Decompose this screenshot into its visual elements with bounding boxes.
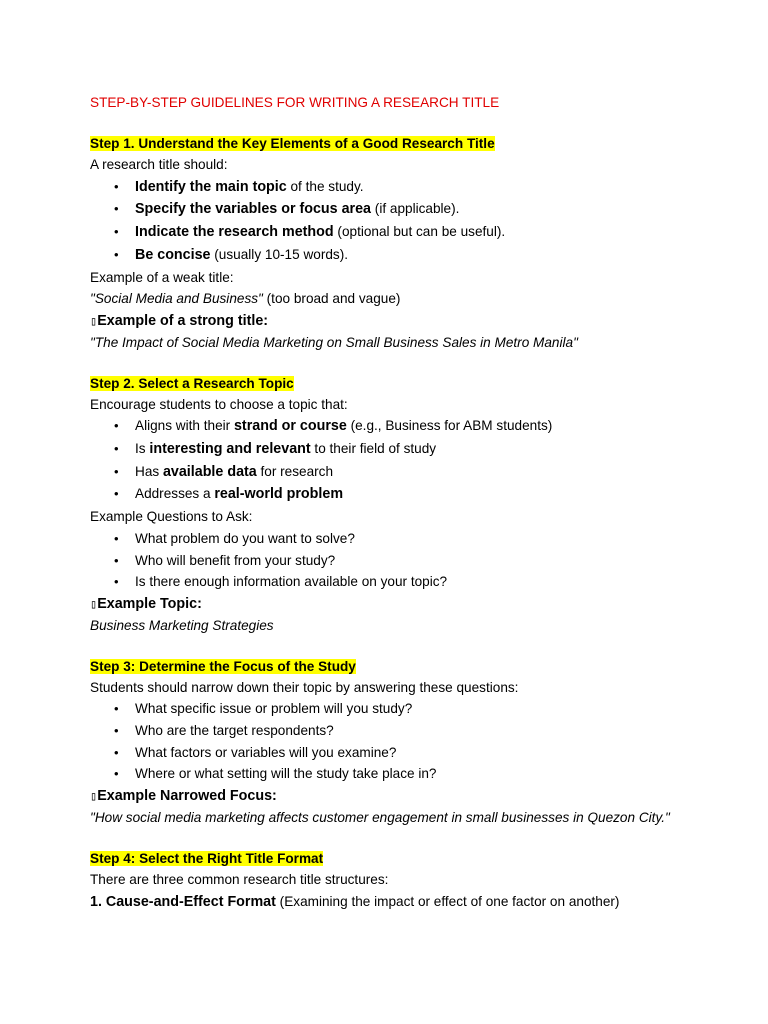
bullet-text: of the study. bbox=[286, 178, 364, 194]
placeholder-box-icon: ▯ bbox=[90, 596, 98, 611]
narrowed-focus-label-text: Example Narrowed Focus: bbox=[97, 788, 277, 805]
step3-heading-text: Step 3: Determine the Focus of the Study bbox=[90, 658, 356, 674]
step2-heading-text: Step 2. Select a Research Topic bbox=[90, 375, 294, 391]
bullet-bold: available data bbox=[162, 463, 257, 480]
bullet-text: to their field of study bbox=[310, 441, 437, 457]
bullet-text: (usually 10-15 words). bbox=[210, 246, 349, 262]
questions-label: Example Questions to Ask: bbox=[90, 509, 253, 525]
list-item: • Who are the target respondents? bbox=[90, 720, 730, 742]
step3-heading bbox=[90, 657, 730, 677]
bullet-bold: interesting and relevant bbox=[149, 441, 311, 458]
bullet-bold: real-world problem bbox=[214, 486, 344, 503]
step1-heading bbox=[90, 134, 730, 154]
bullet-text: (if applicable). bbox=[371, 201, 460, 217]
bullet-text: Aligns with their bbox=[135, 418, 234, 434]
step3-list bbox=[90, 698, 730, 785]
bullet-text: Has bbox=[135, 463, 163, 479]
list-item: • What problem do you want to solve? bbox=[90, 528, 730, 550]
example-topic-label-text: Example Topic: bbox=[97, 595, 202, 612]
weak-title-note: (too broad and vague) bbox=[262, 291, 401, 307]
weak-title-quote: "Social Media and Business" bbox=[90, 291, 263, 307]
list-item: • Where or what setting will the study take place in? bbox=[90, 763, 730, 785]
list-item: • Is there enough information available on your topic? bbox=[90, 571, 730, 593]
bullet-bold: strand or course bbox=[233, 418, 347, 435]
example-topic-label bbox=[90, 593, 730, 615]
format1-line bbox=[90, 891, 730, 914]
step1-intro: A research title should: bbox=[90, 157, 228, 172]
weak-title-label: Example of a weak title: bbox=[90, 269, 234, 285]
list-item bbox=[90, 221, 730, 244]
placeholder-box-icon: ▯ bbox=[90, 789, 98, 804]
list-item bbox=[90, 176, 730, 199]
document-title: STEP-BY-STEP GUIDELINES FOR WRITING A RESEARCH TITLE bbox=[90, 95, 500, 110]
narrowed-focus-value: "How social media marketing affects customer engagement in small businesses in Quezon City." bbox=[90, 810, 670, 826]
list-item bbox=[90, 483, 730, 506]
list-item: • What specific issue or problem will you study? bbox=[90, 698, 730, 720]
questions-list bbox=[90, 528, 730, 593]
list-item: • Who will benefit from your study? bbox=[90, 550, 730, 572]
step2-heading bbox=[90, 374, 730, 394]
weak-title-example bbox=[90, 288, 730, 310]
strong-title-label-text: Example of a strong title: bbox=[97, 312, 269, 329]
step2-intro: Encourage students to choose a topic that: bbox=[90, 396, 348, 412]
bullet-text: Is bbox=[135, 441, 150, 457]
step3-intro: Students should narrow down their topic by answering these questions: bbox=[90, 679, 519, 695]
list-item bbox=[90, 461, 730, 484]
bullet-text: for research bbox=[256, 463, 334, 479]
step2-list bbox=[90, 415, 730, 506]
list-item: • What factors or variables will you examine? bbox=[90, 742, 730, 764]
step4-heading bbox=[90, 849, 730, 869]
list-item bbox=[90, 198, 730, 221]
strong-title-example: "The Impact of Social Media Marketing on Small Business Sales in Metro Manila" bbox=[90, 334, 578, 350]
bullet-bold: Indicate the research method bbox=[135, 224, 334, 241]
bullet-text: Addresses a bbox=[135, 486, 215, 502]
list-item bbox=[90, 438, 730, 461]
bullet-bold: Be concise bbox=[135, 246, 211, 263]
placeholder-box-icon: ▯ bbox=[90, 313, 98, 328]
bullet-bold: Specify the variables or focus area bbox=[135, 201, 372, 218]
step4-heading-text: Step 4: Select the Right Title Format bbox=[90, 850, 324, 866]
step1-list bbox=[90, 176, 730, 267]
strong-title-label bbox=[90, 310, 730, 332]
example-topic-value: Business Marketing Strategies bbox=[90, 617, 274, 633]
bullet-text: (optional but can be useful). bbox=[333, 224, 506, 240]
narrowed-focus-label bbox=[90, 785, 730, 807]
format1-bold: 1. Cause-and-Effect Format bbox=[90, 893, 276, 910]
format1-text: (Examining the impact or effect of one factor on another) bbox=[275, 893, 620, 909]
list-item bbox=[90, 244, 730, 267]
step4-intro: There are three common research title structures: bbox=[90, 871, 389, 887]
document-page bbox=[90, 94, 730, 913]
bullet-bold: Identify the main topic bbox=[135, 178, 287, 195]
step1-heading-text: Step 1. Understand the Key Elements of a Good Research Title bbox=[90, 136, 495, 151]
list-item bbox=[90, 415, 730, 438]
bullet-text: (e.g., Business for ABM students) bbox=[346, 418, 553, 434]
